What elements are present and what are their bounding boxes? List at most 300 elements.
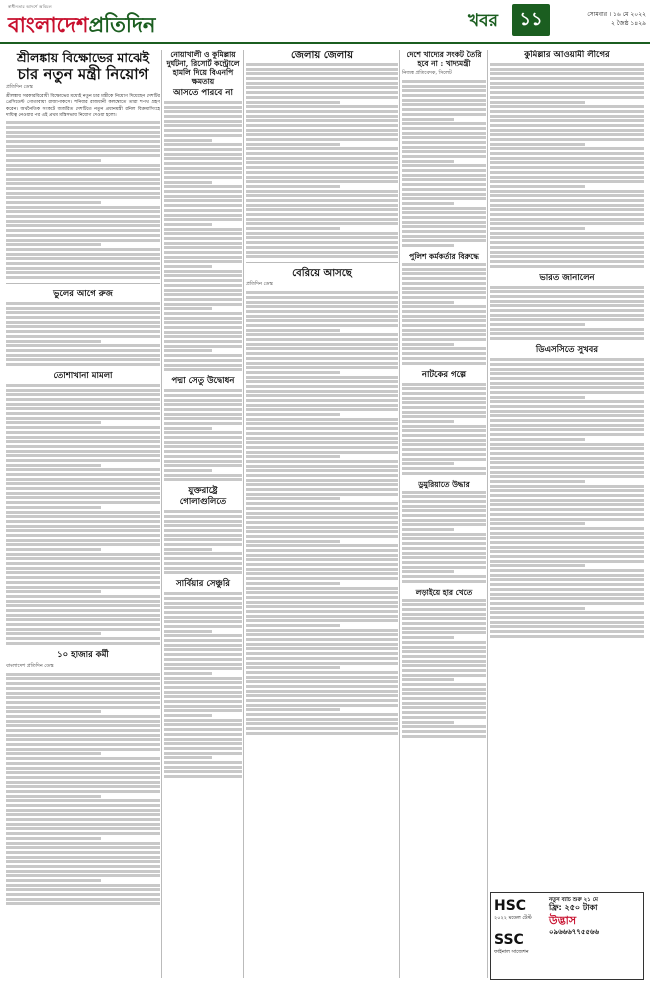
text-line-placeholder	[6, 628, 160, 631]
advertisement[interactable]	[490, 892, 644, 980]
text-line-placeholder	[246, 241, 398, 244]
article[interactable]	[164, 579, 242, 778]
text-line-placeholder	[6, 701, 160, 704]
text-line-placeholder	[6, 354, 160, 357]
text-line-placeholder	[490, 527, 644, 530]
text-line-placeholder	[6, 902, 160, 905]
text-line-placeholder	[246, 333, 398, 336]
text-line-placeholder	[164, 326, 242, 329]
text-line-placeholder	[402, 533, 486, 536]
text-line-placeholder	[164, 738, 242, 741]
text-line-placeholder	[164, 335, 242, 338]
text-line-placeholder	[164, 552, 242, 555]
text-line-placeholder	[246, 699, 398, 702]
text-line-placeholder	[402, 272, 486, 275]
article[interactable]	[246, 268, 398, 735]
text-line-placeholder	[490, 396, 585, 399]
text-line-placeholder	[6, 776, 160, 779]
text-line-placeholder	[164, 709, 242, 712]
text-line-placeholder	[402, 319, 486, 322]
text-line-placeholder	[246, 671, 398, 674]
text-line-placeholder	[490, 414, 644, 417]
article[interactable]	[490, 345, 644, 638]
ad-ssc-label: SSC	[494, 932, 524, 948]
column-divider	[161, 50, 162, 978]
text-line-placeholder	[402, 528, 454, 531]
text-line-placeholder	[402, 387, 486, 390]
text-line-placeholder	[490, 314, 644, 317]
text-line-placeholder	[402, 146, 486, 149]
text-line-placeholder	[490, 433, 644, 436]
text-line-placeholder	[6, 349, 160, 352]
text-line-placeholder	[490, 513, 644, 516]
text-line-placeholder	[402, 310, 486, 313]
text-line-placeholder	[490, 424, 644, 427]
text-line-placeholder	[164, 695, 242, 698]
text-line-placeholder	[490, 199, 644, 202]
text-line-placeholder	[164, 648, 242, 651]
article-byline: প্রতিদিন ডেস্ক	[246, 281, 273, 288]
text-line-placeholder	[246, 732, 398, 735]
text-line-placeholder	[164, 364, 242, 367]
text-line-placeholder	[402, 324, 486, 327]
text-line-placeholder	[164, 331, 242, 334]
text-line-placeholder	[6, 809, 160, 812]
newspaper-logo[interactable]	[8, 4, 158, 38]
text-line-placeholder	[402, 462, 454, 465]
text-line-placeholder	[246, 455, 340, 458]
text-line-placeholder	[246, 218, 398, 221]
text-line-placeholder	[402, 650, 486, 653]
text-line-placeholder	[246, 208, 398, 211]
text-line-placeholder	[6, 335, 160, 338]
ad-hsc-label: HSC	[494, 898, 527, 914]
text-line-placeholder	[246, 727, 398, 730]
article-headline: ১০ হাজার কর্মী	[57, 649, 109, 660]
text-line-placeholder	[246, 296, 398, 299]
article[interactable]	[402, 370, 486, 475]
article-headline: বেরিয়ে আসছে	[292, 268, 352, 280]
text-line-placeholder	[6, 421, 101, 424]
text-line-placeholder	[246, 194, 398, 197]
text-line-placeholder	[6, 696, 160, 699]
text-line-placeholder	[246, 629, 398, 632]
text-line-placeholder	[402, 725, 486, 728]
text-line-placeholder	[490, 323, 585, 326]
text-line-placeholder	[490, 532, 644, 535]
text-line-placeholder	[164, 469, 212, 472]
text-line-placeholder	[490, 176, 644, 179]
text-line-placeholder	[402, 221, 486, 224]
text-line-placeholder	[402, 296, 486, 299]
text-line-placeholder	[6, 525, 160, 528]
text-line-placeholder	[246, 101, 340, 104]
text-line-placeholder	[246, 362, 398, 365]
text-line-placeholder	[246, 526, 398, 529]
text-line-placeholder	[6, 321, 160, 324]
text-line-placeholder	[6, 553, 160, 556]
text-line-placeholder	[164, 562, 242, 565]
text-line-placeholder	[402, 183, 486, 186]
text-line-placeholder	[6, 496, 160, 499]
text-line-placeholder	[246, 568, 398, 571]
text-line-placeholder	[402, 500, 486, 503]
ad-ssc-sub: ফাইনাল সাজেশন	[494, 949, 529, 955]
text-line-placeholder	[402, 439, 486, 442]
text-line-placeholder	[6, 893, 160, 896]
article[interactable]	[490, 273, 644, 341]
text-line-placeholder	[246, 544, 398, 547]
text-line-placeholder	[6, 771, 160, 774]
text-line-placeholder	[490, 82, 644, 85]
text-line-placeholder	[490, 569, 644, 572]
text-line-placeholder	[246, 676, 398, 679]
text-line-placeholder	[490, 372, 644, 375]
text-line-placeholder	[246, 352, 398, 355]
text-line-placeholder	[402, 235, 486, 238]
text-line-placeholder	[164, 270, 242, 273]
article[interactable]	[6, 371, 160, 645]
text-line-placeholder	[490, 541, 644, 544]
text-line-placeholder	[246, 161, 398, 164]
text-line-placeholder	[490, 391, 644, 394]
text-line-placeholder	[246, 380, 398, 383]
text-line-placeholder	[490, 583, 644, 586]
text-line-placeholder	[402, 458, 486, 461]
text-line-placeholder	[164, 157, 242, 160]
ad-phone: ০৯৬৬৬৭৭৫৫৬৬	[549, 928, 600, 936]
text-line-placeholder	[6, 135, 160, 138]
body-text	[164, 592, 242, 778]
text-line-placeholder	[164, 571, 242, 574]
text-line-placeholder	[402, 448, 486, 451]
text-line-placeholder	[164, 557, 242, 560]
article[interactable]	[402, 588, 486, 738]
text-line-placeholder	[246, 236, 398, 239]
text-line-placeholder	[6, 126, 160, 129]
text-line-placeholder	[246, 385, 398, 388]
text-line-placeholder	[246, 633, 398, 636]
text-line-placeholder	[402, 660, 486, 663]
text-line-placeholder	[490, 304, 644, 307]
text-line-placeholder	[246, 652, 398, 655]
text-line-placeholder	[246, 190, 398, 193]
text-line-placeholder	[402, 291, 486, 294]
text-line-placeholder	[6, 581, 160, 584]
ad-brand: উদ্ভাস	[549, 914, 577, 927]
text-line-placeholder	[490, 286, 644, 289]
text-line-placeholder	[402, 664, 486, 667]
text-line-placeholder	[164, 417, 242, 420]
text-line-placeholder	[246, 657, 398, 660]
text-line-placeholder	[246, 479, 398, 482]
text-line-placeholder	[490, 461, 644, 464]
article[interactable]	[164, 50, 242, 371]
text-line-placeholder	[490, 597, 644, 600]
text-line-placeholder	[6, 501, 160, 504]
text-line-placeholder	[246, 549, 398, 552]
text-line-placeholder	[6, 595, 160, 598]
text-line-placeholder	[6, 618, 160, 621]
text-line-placeholder	[246, 615, 398, 618]
article[interactable]	[402, 50, 486, 247]
text-line-placeholder	[490, 133, 644, 136]
text-line-placeholder	[490, 593, 644, 596]
text-line-placeholder	[402, 287, 486, 290]
text-line-placeholder	[6, 224, 160, 227]
text-line-placeholder	[246, 301, 398, 304]
text-line-placeholder	[402, 706, 486, 709]
article-headline: ভারত জানালেন	[539, 272, 595, 283]
text-line-placeholder	[490, 607, 585, 610]
article-headline: তোশাখানা মামলা	[53, 370, 113, 381]
text-line-placeholder	[246, 310, 398, 313]
date-english: সোমবার । ১৬ মে ২০২২	[587, 11, 646, 18]
body-text	[490, 63, 644, 268]
text-line-placeholder	[6, 464, 101, 467]
text-line-placeholder	[490, 213, 644, 216]
text-line-placeholder	[6, 860, 160, 863]
text-line-placeholder	[490, 428, 644, 431]
text-line-placeholder	[402, 636, 454, 639]
text-line-placeholder	[6, 149, 160, 152]
article[interactable]	[402, 480, 486, 583]
article-headline: ভুলের আগে রুজ	[53, 289, 113, 299]
text-line-placeholder	[490, 560, 644, 563]
text-line-placeholder	[6, 832, 160, 835]
text-line-placeholder	[402, 711, 486, 714]
text-line-placeholder	[6, 562, 160, 565]
text-line-placeholder	[402, 472, 486, 475]
text-line-placeholder	[490, 147, 644, 150]
article[interactable]	[246, 50, 398, 258]
text-line-placeholder	[164, 199, 242, 202]
lead-body: শ্রীলঙ্কায় সরকারবিরোধী বিক্ষোভের মধ্যেই নতুন চার মন্ত্রীকে নিয়োগ দিয়েছেন দেশটির প্রেসিডেন্ট গোতাবায়া রাজাপাকসে। শনিবার রাজধানী কলম্বোতে তারা শপথ গ্রহণ করেন। অর্থনৈতিক সংকটে জর্জরিত দেশটিতে নতুন প্রধানমন্ত্রী রনিল বিক্রমাসিংহে দায়িত্ব নেওয়ার পর এই প্রথম মন্ত্রিসভায় নিয়োগ দেওয়া হলো।	[6, 94, 160, 119]
text-line-placeholder	[402, 239, 486, 242]
article[interactable]	[6, 650, 160, 906]
text-line-placeholder	[6, 206, 160, 209]
text-line-placeholder	[6, 393, 160, 396]
article[interactable]	[164, 376, 242, 481]
text-line-placeholder	[164, 349, 212, 352]
text-line-placeholder	[490, 190, 644, 193]
text-line-placeholder	[6, 159, 101, 162]
text-line-placeholder	[246, 305, 398, 308]
text-line-placeholder	[164, 658, 242, 661]
text-line-placeholder	[490, 382, 644, 385]
text-line-placeholder	[246, 502, 398, 505]
text-line-placeholder	[246, 251, 398, 254]
text-line-placeholder	[6, 201, 101, 204]
article-headline: সার্বিয়ার সেঞ্চুরি	[176, 579, 230, 590]
text-line-placeholder	[402, 244, 454, 247]
text-line-placeholder	[6, 743, 160, 746]
text-line-placeholder	[402, 357, 486, 360]
text-line-placeholder	[6, 874, 160, 877]
text-line-placeholder	[402, 347, 486, 350]
text-line-placeholder	[6, 196, 160, 199]
text-line-placeholder	[164, 110, 242, 113]
text-line-placeholder	[6, 121, 160, 124]
article[interactable]	[402, 252, 486, 364]
text-line-placeholder	[6, 234, 160, 237]
text-line-placeholder	[6, 229, 160, 232]
article[interactable]	[164, 486, 242, 574]
masthead	[0, 0, 650, 44]
text-line-placeholder	[164, 431, 242, 434]
text-line-placeholder	[164, 705, 242, 708]
text-line-placeholder	[402, 315, 486, 318]
text-line-placeholder	[164, 312, 242, 315]
text-line-placeholder	[164, 303, 242, 306]
text-line-placeholder	[490, 124, 644, 127]
text-line-placeholder	[6, 785, 160, 788]
text-line-placeholder	[490, 377, 644, 380]
text-line-placeholder	[246, 91, 398, 94]
text-line-placeholder	[246, 129, 398, 132]
article-headline: কুমিল্লার আওয়ামী লীগের	[524, 50, 610, 60]
text-line-placeholder	[402, 453, 486, 456]
text-line-placeholder	[490, 194, 644, 197]
text-line-placeholder	[6, 795, 101, 798]
text-line-placeholder	[490, 260, 644, 263]
text-line-placeholder	[246, 422, 398, 425]
text-line-placeholder	[6, 600, 160, 603]
text-line-placeholder	[164, 677, 242, 680]
text-line-placeholder	[164, 368, 242, 371]
text-line-placeholder	[6, 682, 160, 685]
section-title: খবর	[468, 11, 498, 31]
divider	[6, 283, 160, 284]
text-line-placeholder	[246, 427, 398, 430]
text-line-placeholder	[164, 597, 242, 600]
text-line-placeholder	[402, 420, 454, 423]
text-line-placeholder	[246, 451, 398, 454]
text-line-placeholder	[6, 358, 160, 361]
text-line-placeholder	[6, 389, 160, 392]
text-line-placeholder	[6, 757, 160, 760]
text-line-placeholder	[246, 441, 398, 444]
text-line-placeholder	[490, 171, 644, 174]
text-line-placeholder	[6, 248, 160, 251]
body-text	[164, 510, 242, 574]
text-line-placeholder	[6, 623, 160, 626]
text-line-placeholder	[164, 714, 212, 717]
text-line-placeholder	[164, 653, 242, 656]
text-line-placeholder	[246, 605, 398, 608]
text-line-placeholder	[402, 197, 486, 200]
text-line-placeholder	[402, 169, 486, 172]
text-line-placeholder	[246, 469, 398, 472]
text-line-placeholder	[6, 571, 160, 574]
text-line-placeholder	[6, 846, 160, 849]
text-line-placeholder	[6, 316, 160, 319]
text-line-placeholder	[164, 681, 242, 684]
text-line-placeholder	[246, 213, 398, 216]
text-line-placeholder	[6, 154, 160, 157]
article-headline: ডুমুরিয়াতে উদ্ধার	[418, 479, 470, 489]
text-line-placeholder	[490, 616, 644, 619]
text-line-placeholder	[402, 646, 486, 649]
text-line-placeholder	[164, 548, 212, 551]
body-text	[402, 599, 486, 738]
text-line-placeholder	[246, 460, 398, 463]
text-line-placeholder	[402, 425, 486, 428]
text-line-placeholder	[402, 305, 486, 308]
text-line-placeholder	[6, 837, 101, 840]
text-line-placeholder	[490, 72, 644, 75]
article[interactable]	[490, 50, 644, 268]
text-line-placeholder	[6, 879, 101, 882]
article[interactable]	[6, 289, 160, 366]
text-line-placeholder	[164, 723, 242, 726]
text-line-placeholder	[490, 101, 585, 104]
text-line-placeholder	[164, 620, 242, 623]
text-line-placeholder	[402, 338, 486, 341]
text-line-placeholder	[402, 523, 486, 526]
text-line-placeholder	[402, 329, 486, 332]
text-line-placeholder	[164, 663, 242, 666]
text-line-placeholder	[246, 582, 340, 585]
text-line-placeholder	[6, 642, 160, 645]
text-line-placeholder	[164, 232, 242, 235]
text-line-placeholder	[164, 153, 242, 156]
text-line-placeholder	[402, 333, 486, 336]
text-line-placeholder	[6, 724, 160, 727]
column-4	[402, 50, 486, 978]
text-line-placeholder	[246, 408, 398, 411]
text-line-placeholder	[246, 133, 398, 136]
text-line-placeholder	[246, 399, 398, 402]
article-byline: বাংলাদেশ প্রতিদিন ডেস্ক	[6, 662, 54, 669]
text-line-placeholder	[402, 392, 486, 395]
text-line-placeholder	[490, 489, 644, 492]
text-line-placeholder	[246, 371, 340, 374]
text-line-placeholder	[246, 713, 398, 716]
text-line-placeholder	[164, 520, 242, 523]
text-line-placeholder	[164, 427, 212, 430]
text-line-placeholder	[402, 383, 486, 386]
text-line-placeholder	[6, 311, 160, 314]
text-line-placeholder	[6, 243, 101, 246]
text-line-placeholder	[164, 611, 242, 614]
text-line-placeholder	[164, 134, 242, 137]
text-line-placeholder	[246, 138, 398, 141]
text-line-placeholder	[246, 105, 398, 108]
text-line-placeholder	[402, 127, 486, 130]
text-line-placeholder	[246, 291, 398, 294]
text-line-placeholder	[6, 534, 160, 537]
text-line-placeholder	[164, 274, 242, 277]
text-line-placeholder	[490, 129, 644, 132]
text-line-placeholder	[490, 227, 585, 230]
text-line-placeholder	[402, 688, 486, 691]
text-line-placeholder	[490, 555, 644, 558]
text-line-placeholder	[164, 139, 212, 142]
text-line-placeholder	[402, 580, 486, 583]
text-line-placeholder	[246, 708, 340, 711]
text-line-placeholder	[402, 669, 486, 672]
text-line-placeholder	[6, 276, 160, 279]
article-headline: লড়াইয়ে হার খেতে	[415, 587, 473, 597]
text-line-placeholder	[6, 192, 160, 195]
lead-article[interactable]	[6, 50, 160, 279]
text-line-placeholder	[164, 181, 212, 184]
divider	[246, 262, 398, 263]
text-line-placeholder	[402, 730, 486, 733]
article-headline: নোয়াখালী ও কুমিল্লায় দুর্ঘটনা, রিসোর্ট কন্ট্রোলে হামলি দিয়ে বিএনপি ক্ষমতায়	[166, 50, 240, 86]
text-line-placeholder	[490, 96, 644, 99]
